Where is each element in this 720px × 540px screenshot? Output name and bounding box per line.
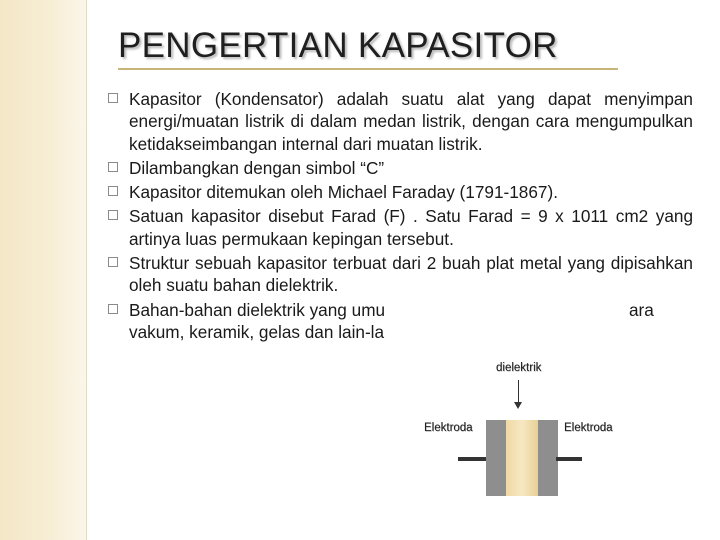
dielectric-arrow <box>518 380 519 404</box>
hollow-square-bullet-icon <box>108 210 118 220</box>
bullet-item-partial <box>108 299 693 344</box>
right-lead-wire <box>556 457 582 461</box>
hollow-square-bullet-icon <box>108 93 118 103</box>
slide-title: PENGERTIAN KAPASITOR <box>118 26 558 65</box>
right-metal-plate <box>538 420 558 496</box>
bullet-text-line2: vakum, keramik, gelas dan lain-la <box>129 321 385 342</box>
bullet-item <box>108 88 693 155</box>
left-metal-plate <box>486 420 506 496</box>
arrow-down-icon <box>514 402 522 409</box>
title-underline <box>118 68 618 70</box>
bullet-text: Dilambangkan dengan simbol “C” <box>129 157 385 178</box>
bullet-text: Satuan kapasitor disebut Farad (F) . Satu Farad = 9 x 1011 cm2 yang artinya luas permukaan kepingan tersebut. <box>129 206 693 249</box>
left-electrode-label: Elektroda <box>424 422 473 434</box>
dielectric-block <box>506 420 538 496</box>
bullet-text: Struktur sebuah kapasitor terbuat dari 2 buah plat metal yang dipisahkan oleh suatu bahan dielektrik. <box>129 253 693 296</box>
capacitor-diagram <box>422 358 622 503</box>
hollow-square-bullet-icon <box>108 304 118 314</box>
bullet-item <box>108 252 693 297</box>
bullet-list <box>108 88 693 345</box>
bullet-item <box>108 205 693 250</box>
left-decorative-bar <box>0 0 86 540</box>
hollow-square-bullet-icon <box>108 186 118 196</box>
bullet-text-line1-end: ara <box>629 299 654 320</box>
bullet-text-line1-start: Bahan-bahan dielektrik yang umu <box>129 299 386 320</box>
left-lead-wire <box>458 457 488 461</box>
dielectric-label: dielektrik <box>496 362 542 374</box>
bullet-item <box>108 181 693 203</box>
bullet-text: Kapasitor (Kondensator) adalah suatu alat yang dapat menyimpan energi/muatan listrik di dalam medan listrik, dengan cara mengumpulkan ketidakseimbangan internal dari muatan listrik. <box>129 89 693 154</box>
bullet-text <box>129 299 693 344</box>
bullet-text: Kapasitor ditemukan oleh Michael Faraday (1791-1867). <box>129 182 558 203</box>
hollow-square-bullet-icon <box>108 257 118 267</box>
left-bar-divider <box>86 0 87 540</box>
right-electrode-label: Elektroda <box>564 422 613 434</box>
hollow-square-bullet-icon <box>108 162 118 172</box>
bullet-item <box>108 157 693 179</box>
